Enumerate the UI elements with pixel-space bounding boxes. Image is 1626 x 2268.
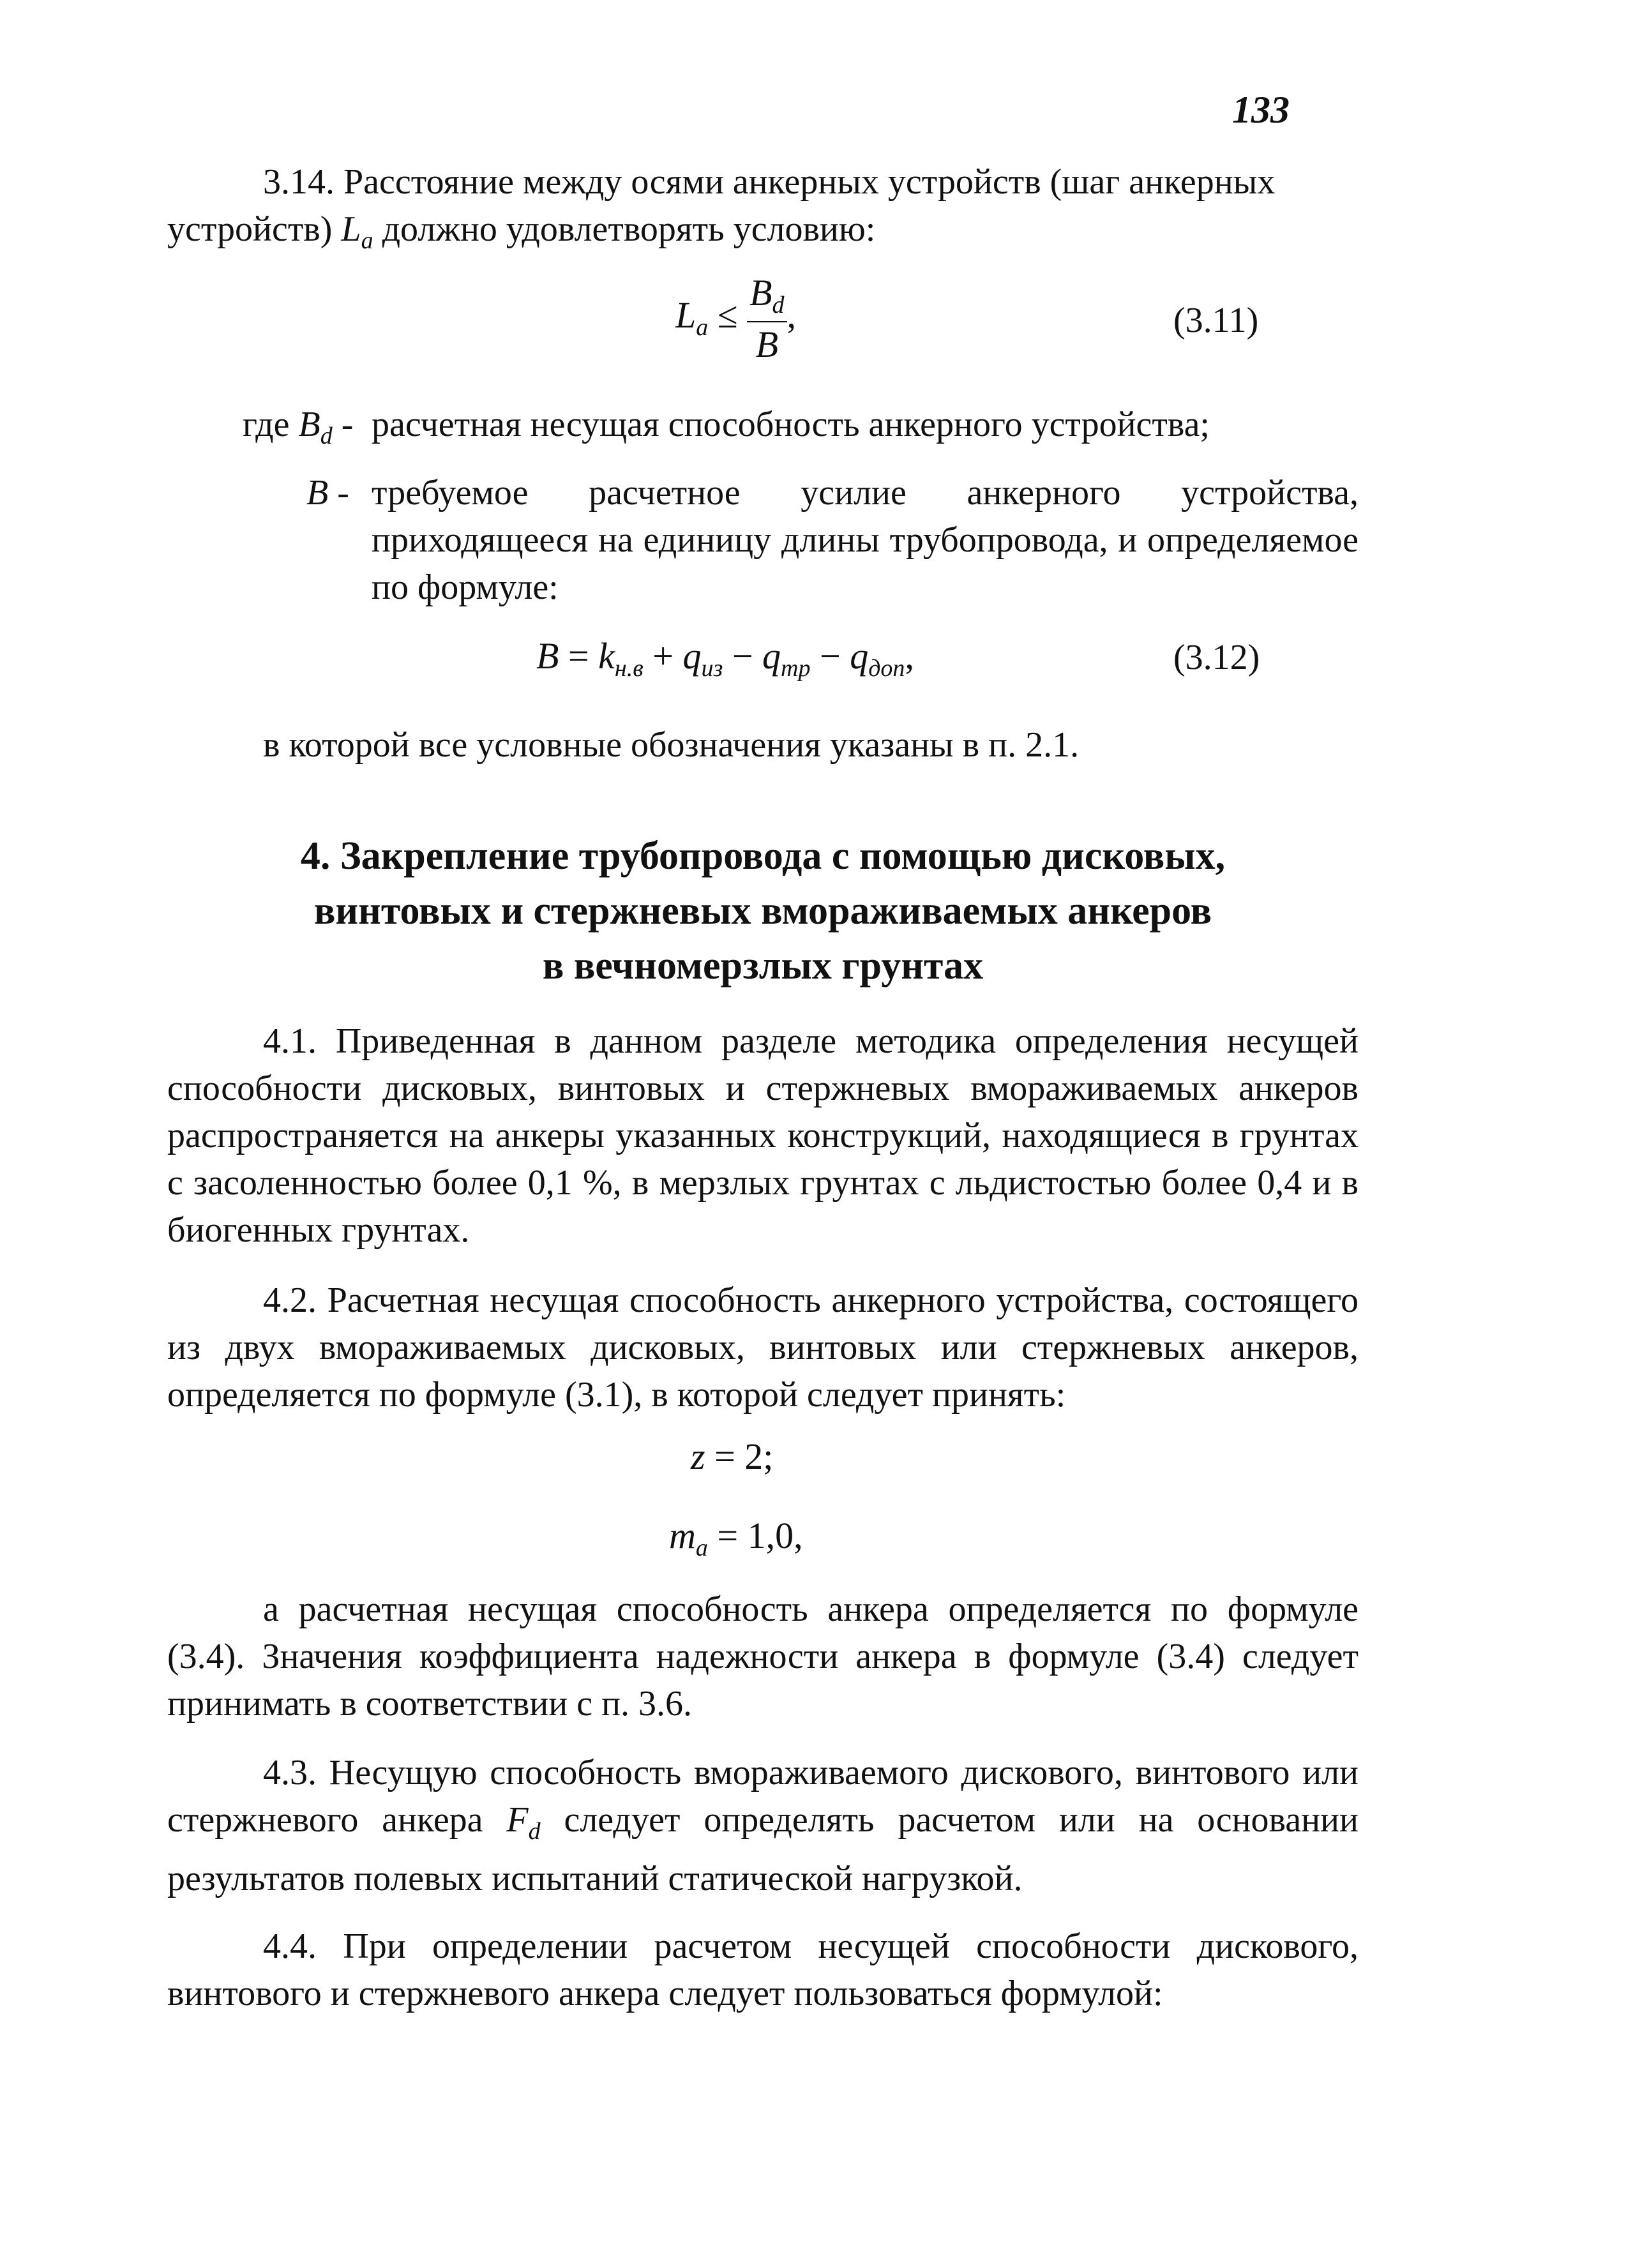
where-lead: где $B_d$ - — [243, 405, 354, 449]
paragraph-4-3: 4.3. Несущую способность вмораживаемого дискового, винтового или стержневого анкера $F_d$ следует определять расчетом или на основании результатов полевых испытаний статической нагрузкой. — [167, 1753, 1359, 1898]
page-number: 133 — [1232, 89, 1290, 131]
paragraph-4-2-continued: а расчетная несущая способность анкера определяется по формуле (3.4). Значения коэффициента надежности анкера в формуле (3.4) следует принимать в соответствии с п. 3.6. — [167, 1589, 1359, 1724]
section-4-heading-line3: в вечномерзлых грунтах — [542, 944, 984, 988]
definition-b-symbol: B - — [306, 473, 349, 513]
paragraph-3-14-line1: 3.14. Расстояние между осями анкерных устройств (шаг анкерных — [263, 162, 1276, 202]
equation-z: z = 2; — [691, 1436, 774, 1477]
equation-ma: $m_a = 1,0$, — [669, 1515, 803, 1561]
paragraph-3-14 — [167, 158, 1359, 264]
section-4-heading — [167, 829, 1359, 993]
definition-bd: расчетная несущая способность анкерного устройства; — [372, 405, 1210, 444]
paragraph-4-4: 4.4. При определении расчетом несущей способности дискового, винтового и стержневого анкера следует пользоваться формулой: — [167, 1926, 1359, 2013]
equation-3-12: $B = k_{н.в} + q_{из} - q_{тр} - q_{доп}$, — [536, 635, 914, 682]
paragraph-4-2: 4.2. Расчетная несущая способность анкерного устройства, состоящего из двух вмораживаемых дисковых, винтовых или стержневых анкеров, определяется по формуле (3.1), в которой следует принять: — [167, 1280, 1359, 1415]
paragraph-4-1: 4.1. Приведенная в данном разделе методика определения несущей способности дисковых, винтовых и стержневых вмораживаемых анкеров распространяется на анкеры указанных конструкций, находящиеся в грунтах с засоленностью более 0,1 %, в мерзлых грунтах с льдистостью более 0,4 и в биогенных грунтах. — [167, 1021, 1359, 1250]
note-after-3-12: в которой все условные обозначения указаны в п. 2.1. — [263, 725, 1080, 765]
fraction: $\frac{B_d}{B}$ — [747, 274, 787, 363]
definition-b: требуемое расчетное усилие анкерного устройства, приходящееся на единицу длины трубопровода, и определяемое по формуле: — [372, 473, 1359, 607]
section-4-heading-line1: 4. Закрепление трубопровода с помощью дисковых, — [300, 834, 1226, 878]
equation-3-11: $L_a$ ≤ $\frac{B_d}{B}$ , — [675, 272, 797, 365]
equation-number-3-12: (3.12) — [1173, 638, 1260, 677]
section-4-heading-line2: винтовых и стержневых вмораживаемых анкеров — [313, 889, 1212, 933]
equation-number-3-11: (3.11) — [1173, 301, 1259, 340]
paragraph-3-14-line2: устройств) $L_a$ должно удовлетворять условию: — [167, 209, 876, 254]
